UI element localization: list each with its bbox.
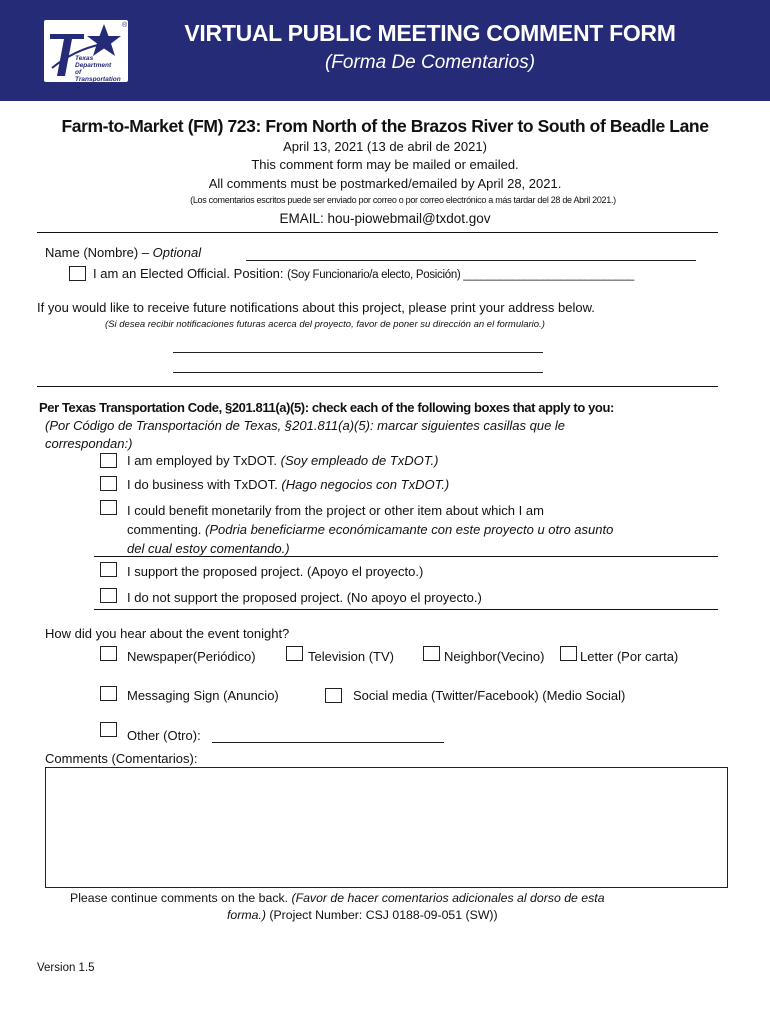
name-label-en: Name — [45, 245, 80, 260]
continue-note-es: (Favor de hacer comentarios adicionales al dorso de esta — [291, 891, 605, 905]
address-instruction-es: (Si desea recibir notificaciones futuras acerca del proyecto, favor de poner su dirección an el formulario.) — [105, 319, 545, 330]
other-label: Other (Otro): — [127, 728, 201, 743]
business-label — [127, 477, 449, 492]
route-title: Farm-to-Market (FM) 723: From North of the Brazos River to South of Beadle Lane — [61, 116, 709, 136]
benefit-checkbox[interactable] — [100, 500, 117, 515]
letter-checkbox[interactable] — [560, 646, 577, 661]
support-checkbox[interactable] — [100, 562, 117, 577]
meeting-date: April 13, 2021 (13 de abril de 2021) — [283, 139, 487, 154]
benefit-line-2-en: commenting. — [127, 522, 202, 537]
txdot-logo — [44, 20, 128, 82]
comments-label: Comments (Comentarios): — [45, 751, 198, 766]
logo-line-3: of Transportation — [75, 69, 121, 83]
divider — [94, 609, 718, 610]
email-line: EMAIL: hou-piowebmail@txdot.gov — [279, 211, 491, 226]
newspaper-checkbox[interactable] — [100, 646, 117, 661]
form-subtitle: (Forma De Comentarios) — [324, 52, 536, 73]
continue-note-2 — [227, 908, 498, 922]
address-input-line-1[interactable] — [173, 352, 543, 353]
deadline-note-es: (Los comentarios escritos puede ser enviado por correo o por correo electrónico a más tardar del 28 de Abril 2021.) — [190, 195, 616, 205]
benefit-label — [127, 501, 613, 558]
employed-checkbox[interactable] — [100, 453, 117, 468]
elected-label-en: I am an Elected Official. Position: — [93, 266, 284, 281]
sign-checkbox[interactable] — [100, 686, 117, 701]
form-title: VIRTUAL PUBLIC MEETING COMMENT FORM — [184, 20, 676, 46]
code-heading-es-2: correspondan:) — [45, 436, 133, 451]
address-instruction: If you would like to receive future notifications about this project, please print your address below. — [37, 300, 595, 315]
other-input[interactable] — [212, 742, 444, 743]
mail-note: This comment form may be mailed or emailed. — [251, 157, 519, 172]
support-label: I support the proposed project. (Apoyo el proyecto.) — [127, 564, 424, 579]
social-media-checkbox[interactable] — [325, 688, 342, 703]
deadline-note: All comments must be postmarked/emailed by April 28, 2021. — [208, 176, 562, 191]
name-input[interactable] — [246, 260, 696, 261]
benefit-line-3: del cual estoy comentando.) — [127, 541, 290, 556]
newspaper-label: Newspaper(Periódico) — [127, 649, 256, 664]
tv-checkbox[interactable] — [286, 646, 303, 661]
letter-label: Letter (Por carta) — [580, 649, 679, 664]
continue-note-es-2: forma.) — [227, 908, 266, 922]
address-input-line-2[interactable] — [173, 372, 543, 373]
name-label-es: (Nombre) — [83, 245, 139, 260]
code-heading: Per Texas Transportation Code, §201.811(a)(5): check each of the following boxes that apply to you: — [39, 400, 614, 415]
benefit-line-2-es: (Podria beneficiarme económicamante con este proyecto u otro asunto — [205, 522, 614, 537]
code-heading-es-1: (Por Código de Transportación de Texas, §201.811(a)(5): marcar siguientes casillas que le — [45, 418, 566, 433]
version-label: Version 1.5 — [37, 962, 95, 974]
neighbor-checkbox[interactable] — [423, 646, 440, 661]
not-support-checkbox[interactable] — [100, 588, 117, 603]
social-media-label: Social media (Twitter/Facebook) (Medio Social) — [353, 688, 626, 703]
name-label — [45, 245, 201, 260]
benefit-line-2 — [127, 520, 613, 539]
neighbor-label: Neighbor(Vecino) — [444, 649, 545, 664]
continue-note-1 — [70, 891, 605, 905]
business-checkbox[interactable] — [100, 476, 117, 491]
logo-line-2: Department — [75, 62, 112, 69]
business-label-es: (Hago negocios con TxDOT.) — [281, 477, 450, 492]
name-optional: – Optional — [141, 245, 202, 260]
elected-label-es: (Soy Funcionario/a electo, Posición) ____________________________ — [287, 269, 635, 281]
not-support-label: I do not support the proposed project. (No apoyo el proyecto.) — [127, 590, 482, 605]
comments-textarea[interactable] — [45, 767, 728, 888]
divider — [37, 386, 718, 387]
logo-line-1: Texas — [75, 55, 94, 62]
registered-mark: ® — [122, 22, 128, 29]
logo-text — [75, 55, 127, 83]
employed-label-es: (Soy empleado de TxDOT.) — [280, 453, 439, 468]
divider — [94, 556, 718, 557]
hear-question: How did you hear about the event tonight? — [45, 626, 290, 641]
employed-label-en: I am employed by TxDOT. — [127, 453, 278, 468]
elected-official-checkbox[interactable] — [69, 266, 86, 281]
business-label-en: I do business with TxDOT. — [127, 477, 278, 492]
continue-note-en: Please continue comments on the back. — [70, 891, 289, 905]
project-number: (Project Number: CSJ 0188-09-051 (SW)) — [269, 908, 498, 922]
employed-label — [127, 453, 438, 468]
divider — [37, 232, 718, 233]
sign-label: Messaging Sign (Anuncio) — [127, 688, 279, 703]
other-checkbox[interactable] — [100, 722, 117, 737]
tv-label: Television (TV) — [308, 649, 394, 664]
elected-official-label — [93, 266, 634, 281]
benefit-line-1: I could benefit monetarily from the project or other item about which I am — [127, 503, 544, 518]
